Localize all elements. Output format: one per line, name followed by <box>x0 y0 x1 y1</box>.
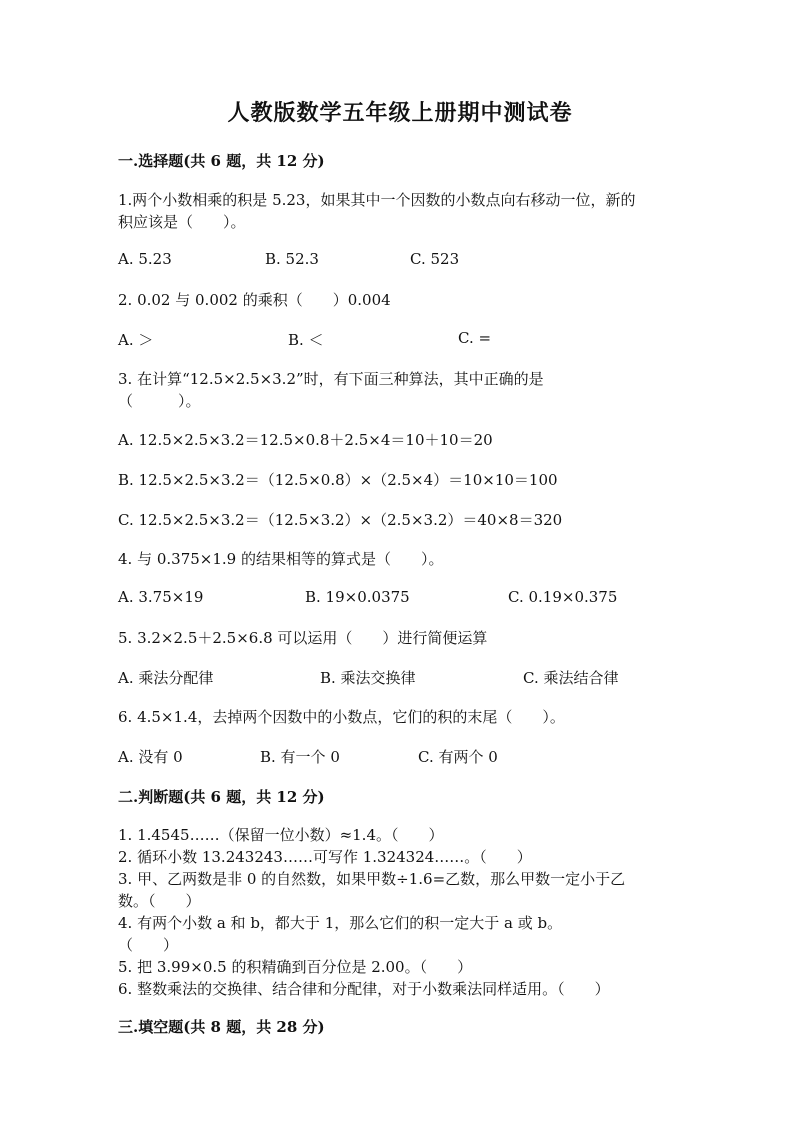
judge-item-6: 6. 整数乘法的交换律、结合律和分配律，对于小数乘法同样适用。（ ） <box>118 980 610 998</box>
question-3-text-cont: （ ）。 <box>118 392 201 410</box>
section-heading-judge: 二.判断题(共 6 题，共 12 分) <box>118 788 325 806</box>
section-heading-fill: 三.填空题(共 8 题，共 28 分) <box>118 1018 325 1036</box>
question-3-option-b: B. 12.5×2.5×3.2＝（12.5×0.8）×（2.5×4）＝10×10＝100 <box>118 471 558 489</box>
judge-item-1: 1. 1.4545……（保留一位小数）≈1.4。（ ） <box>118 826 444 844</box>
page-title: 人教版数学五年级上册期中测试卷 <box>227 100 573 126</box>
question-3-text: 3. 在计算“12.5×2.5×3.2”时，有下面三种算法，其中正确的是 <box>118 370 544 388</box>
question-1-option-c: C. 523 <box>410 250 460 268</box>
question-4-text: 4. 与 0.375×1.9 的结果相等的算式是（ ）。 <box>118 550 444 568</box>
question-2-text: 2. 0.02 与 0.002 的乘积（ ）0.004 <box>118 291 391 309</box>
question-2-option-b: B. ＜ <box>288 331 324 349</box>
question-4-option-a: A. 3.75×19 <box>118 588 204 606</box>
question-6-option-c: C. 有两个 0 <box>418 748 498 766</box>
question-6-text: 6. 4.5×1.4，去掉两个因数中的小数点，它们的积的末尾（ ）。 <box>118 708 565 726</box>
judge-item-3-cont: 数。（ ） <box>118 892 201 910</box>
question-1-text: 1.两个小数相乘的积是 5.23，如果其中一个因数的小数点向右移动一位，新的 <box>118 191 636 209</box>
question-4-option-b: B. 19×0.0375 <box>305 588 410 606</box>
question-1-option-a: A. 5.23 <box>118 250 172 268</box>
question-5-text: 5. 3.2×2.5＋2.5×6.8 可以运用（ ）进行简便运算 <box>118 629 488 647</box>
question-6-option-a: A. 没有 0 <box>118 748 183 766</box>
question-3-option-a: A. 12.5×2.5×3.2＝12.5×0.8＋2.5×4＝10＋10＝20 <box>118 431 493 449</box>
judge-item-3: 3. 甲、乙两数是非 0 的自然数，如果甲数÷1.6=乙数，那么甲数一定小于乙 <box>118 870 626 888</box>
question-1-option-b: B. 52.3 <box>265 250 319 268</box>
question-1-text-cont: 积应该是（ ）。 <box>118 213 246 231</box>
judge-item-2: 2. 循环小数 13.243243……可写作 1.324324……。（ ） <box>118 848 532 866</box>
question-2-option-c: C. = <box>458 329 492 347</box>
question-2-option-a: A. ＞ <box>118 331 154 349</box>
question-6-option-b: B. 有一个 0 <box>260 748 340 766</box>
judge-item-4: 4. 有两个小数 a 和 b，都大于 1，那么它们的积一定大于 a 或 b。 <box>118 914 563 932</box>
section-heading-choice: 一.选择题(共 6 题，共 12 分) <box>118 152 325 170</box>
question-5-option-a: A. 乘法分配律 <box>118 669 214 687</box>
judge-item-5: 5. 把 3.99×0.5 的积精确到百分位是 2.00。（ ） <box>118 958 473 976</box>
question-5-option-c: C. 乘法结合律 <box>523 669 619 687</box>
question-4-option-c: C. 0.19×0.375 <box>508 588 618 606</box>
question-5-option-b: B. 乘法交换律 <box>320 669 416 687</box>
judge-item-4-cont: （ ） <box>118 936 179 954</box>
question-3-option-c: C. 12.5×2.5×3.2＝（12.5×3.2）×（2.5×3.2）＝40×8＝320 <box>118 511 563 529</box>
